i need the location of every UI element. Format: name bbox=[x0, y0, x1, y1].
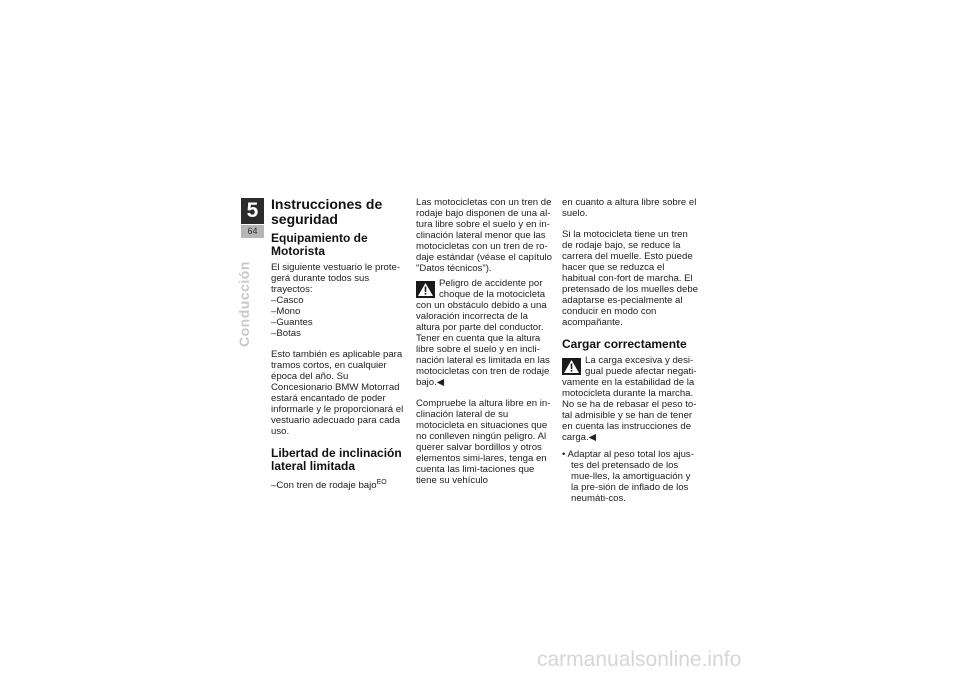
list-item: – Botas bbox=[271, 328, 409, 339]
chapter-side-title: Conducción bbox=[236, 261, 252, 347]
warning-text: con un obstáculo debido a una valoración incorrecta de la altura por parte del conductor. bbox=[416, 300, 547, 333]
warning-icon bbox=[416, 281, 435, 298]
equipment-note: Esto también es aplicable para tramos cortos, en cualquier época del año. Su Concesionario BMW Motorrad estará encantado de poder informarle y le proporcionará el vestuario adecuado para cada uso. bbox=[271, 349, 404, 437]
warning-continuation: No se ha de rebasar el peso to-tal admisible y se han de tener en cuenta las instrucciones de carga.◀ bbox=[562, 399, 697, 443]
load-bullets bbox=[562, 449, 700, 504]
equipment-list bbox=[271, 295, 409, 339]
column-2 bbox=[416, 197, 554, 486]
column-3 bbox=[562, 197, 700, 504]
low-chassis-intro: Las motocicletas con un tren de rodaje bajo disponen de una al-tura libre sobre el suelo y en in-clinación lateral menor que las motocicletas con un tren de ro-daje estándar (véase el capítulo "Datos técnicos"). bbox=[416, 197, 552, 274]
list-item: – Mono bbox=[271, 306, 409, 317]
warning-block bbox=[562, 355, 700, 443]
lean-list bbox=[271, 477, 409, 491]
section-title: Instrucciones de seguridad bbox=[271, 196, 383, 227]
list-item: – Casco bbox=[271, 295, 409, 306]
watermark-text: carmanualsonline.info bbox=[537, 648, 742, 671]
column-1 bbox=[271, 197, 409, 491]
option-code: EO bbox=[376, 479, 387, 486]
suspension-paragraph: Si la motocicleta tiene un tren de rodaje bajo, se reduce la carrera del muelle. Esto puede hacer que se reduzca el habitual con-fort de marcha. El pretensado de los muelles debe adaptarse es-pecialmente al conducir en modo con acompañante. bbox=[562, 229, 699, 328]
list-item bbox=[271, 477, 409, 491]
warning-continuation: Tener en cuenta que la altura libre sobre el suelo y en incli-nación lateral es limitada en las motocicletas con tren de rodaje bajo.◀ bbox=[416, 333, 550, 388]
warning-block bbox=[416, 278, 554, 388]
page-number: 64 bbox=[241, 225, 264, 238]
continuation-text: en cuanto a altura libre sobre el suelo. bbox=[562, 197, 697, 219]
load-heading: Cargar correctamente bbox=[562, 337, 687, 351]
equipment-intro: El siguiente vestuario le prote-gerá durante todos sus trayectos: bbox=[271, 262, 401, 295]
chapter-number: 5 bbox=[241, 198, 264, 224]
warning-icon bbox=[562, 358, 581, 375]
warning-title: Peligro de accidente por choque de la motocicleta bbox=[439, 278, 546, 300]
warning-title: La carga excesiva y desi-gual puede afectar negati- bbox=[585, 355, 697, 377]
lean-heading: Libertad de inclinación lateral limitada bbox=[271, 446, 402, 473]
list-item: • Adaptar al peso total los ajus-tes del pretensado de los mue-lles, la amortiguación y la pre-sión de inflado de los neumáti-cos. bbox=[562, 449, 700, 504]
lean-item-text: Con tren de rodaje bajo bbox=[276, 480, 377, 492]
check-paragraph: Compruebe la altura libre en in-clinación lateral de su motocicleta en situaciones que no conlleven ningún peligro. Al querer salvar bordillos y otros elementos simi-lares, tenga en cuenta las limi-taciones que tiene su vehículo bbox=[416, 398, 551, 486]
warning-text: vamente en la estabilidad de la motocicleta durante la marcha. bbox=[562, 377, 695, 399]
list-item: – Guantes bbox=[271, 317, 409, 328]
equipment-heading: Equipamiento de Motorista bbox=[271, 231, 368, 258]
